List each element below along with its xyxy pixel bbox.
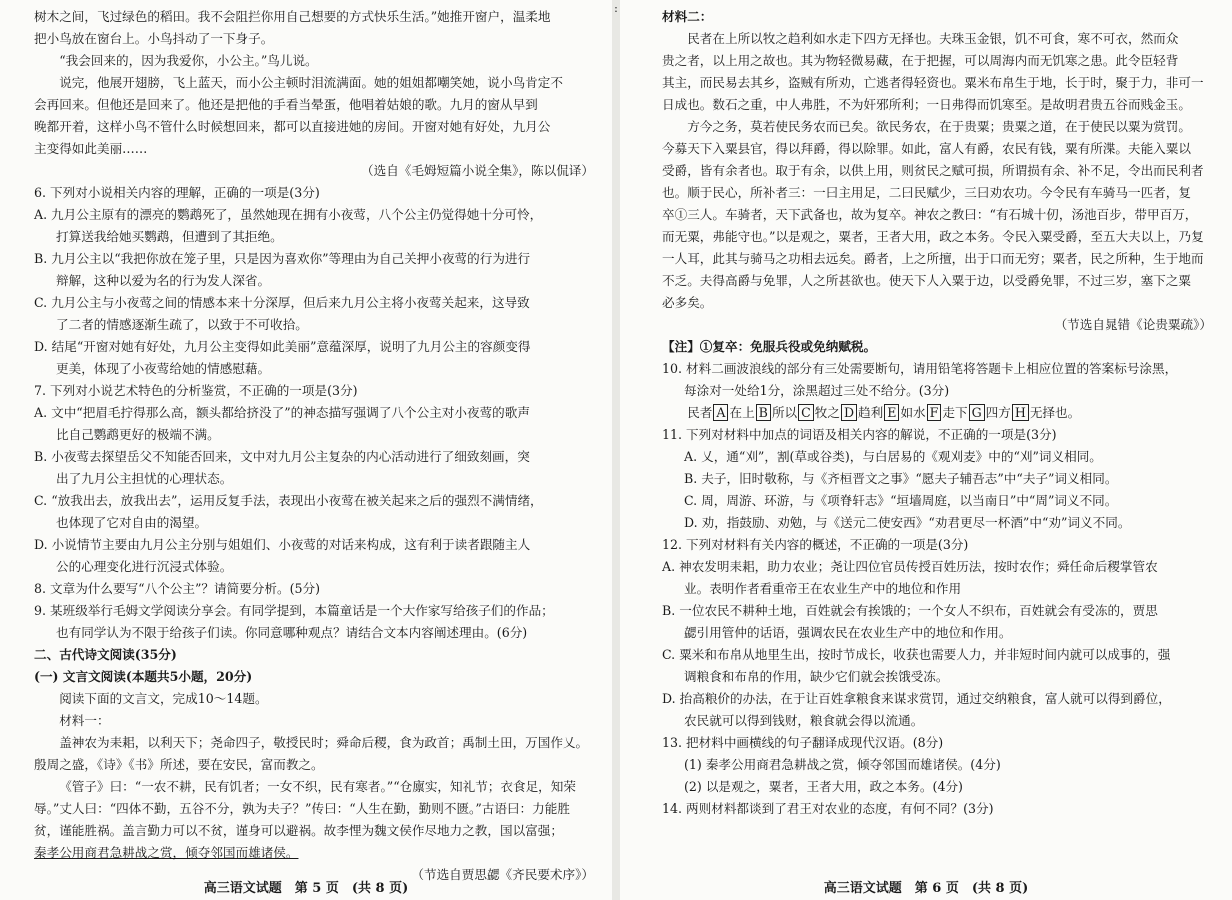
question-8: 8. 文章为什么要写“八个公主”？请简要分析。(5分): [34, 581, 321, 596]
classical-text-line: 卒①三人。车骑者，天下武备也，故为复卒。神农之教曰：“有石城十仞，汤池百步，带甲百万，: [662, 207, 1198, 222]
option-line: B. 九月公主以“我把你放在笼子里，只是因为喜欢你”等理由为自己关押小夜莺的行为进行: [34, 251, 531, 266]
sentence-break-options: [662, 402, 1212, 424]
subsection-heading: (一) 文言文阅读(本题共5小题，20分): [34, 669, 253, 684]
break-seg: 所以: [771, 405, 798, 420]
story-line: 把小鸟放在窗台上。小鸟抖动了一下身子。: [34, 31, 274, 46]
classical-text-line: 方今之务，莫若使民务农而已矣。欲民务农，在于贵粟；贵粟之道，在于使民以粟为赏罚。: [687, 119, 1191, 134]
classical-text-line: 殷周之盛，《诗》《书》所述，要在安民，富而教之。: [34, 757, 324, 772]
option-line: B. 小夜莺去探望岳父不知能否回来，文中对九月公主复杂的内心活动进行了细致刻画，突: [34, 449, 530, 464]
option-line: 公的心理变化进行沉浸式体验。: [56, 559, 233, 574]
option-line: D. 结尾“开窗对她有好处，九月公主变得如此美丽”意蕴深厚，说明了九月公主的容颜变得: [34, 339, 531, 354]
option-line: 打算送我给她买鹦鹉，但遭到了其拒绝。: [56, 229, 283, 244]
story-line: 会再回来。但他还是回来了。他还是把他的手看当晕蛋，他唱着姑娘的歌。九月的窗从早到: [34, 97, 538, 112]
classical-text-line: 必多矣。: [662, 295, 713, 310]
question-9: 9. 某班级举行毛姆文学阅读分享会。有同学提到，本篇童话是一个大作家写给孩子们的作品；: [34, 603, 554, 618]
source-citation: （选自《毛姆短篇小说全集》，陈以侃译）: [361, 163, 594, 178]
exam-page-5: [0, 0, 612, 900]
page-footer: 高三语文试题 第 6 页 (共 8 页): [823, 881, 1029, 896]
option-line: 辩解，这种以爱为名的行为发人深省。: [56, 273, 271, 288]
binding-mark: :: [614, 2, 618, 15]
question-10: 10. 材料二画波浪线的部分有三处需要断句，请用铅笔将答题卡上相应位置的答案标号涂黑，: [662, 361, 1178, 376]
option-line: 农民就可以得到钱财，粮食就会得以流通。: [684, 713, 924, 728]
break-seg: 如水: [900, 405, 926, 420]
option-line: 更美，体现了小夜莺给她的情感慰藉。: [56, 361, 271, 376]
option-line: C. 周，周游、环游，与《项脊轩志》“垣墙周庭，以当南日”中“周”词义不同。: [684, 493, 1118, 508]
option-line: A. 九月公主原有的漂亮的鹦鹉死了，虽然她现在拥有小夜莺，八个公主仍觉得她十分可怜，: [34, 207, 543, 222]
story-line: 主变得如此美丽……: [34, 141, 148, 156]
break-seg: 趋利: [858, 405, 884, 420]
option-line: A. 文中“把眉毛拧得那么高，额头都给挤没了”的神态描写强调了八个公主对小夜莺的歌声: [34, 405, 530, 420]
break-seg: 四方: [985, 405, 1011, 420]
exam-page-6: [620, 0, 1232, 900]
material-label: 材料二：: [662, 9, 713, 24]
break-box-f: F: [927, 404, 942, 421]
classical-text-line: 不乏。夫得高爵与免罪，人之所甚欲也。使天下人入粟于边，以受爵免罪，不过三岁，塞下之粟: [662, 273, 1191, 288]
option-line: 了二者的情感逐渐生疏了，以致于不可收拾。: [56, 317, 308, 332]
classical-text-line-underlined: 秦孝公用商君急耕战之赏，倾夺邻国而雄诸侯。: [34, 845, 299, 860]
page-gutter: [612, 0, 620, 900]
option-line: B. 一位农民不耕种土地，百姓就会有挨饿的；一个女人不织布，百姓就会有受冻的，贾思: [662, 603, 1158, 618]
question-10-cont: 每涂对一处给1分，涂黑超过三处不给分。(3分): [684, 383, 950, 398]
question-9-cont: 也有同学认为不限于给孩子们读。你同意哪种观点？请结合文本内容阐述理由。(6分): [56, 625, 528, 640]
option-line: 勰引用管仲的话语，强调农民在农业生产中的地位和作用。: [684, 625, 1012, 640]
break-seg: 无择也。: [1029, 405, 1081, 420]
question-14: 14. 两则材料都谈到了君王对农业的态度，有何不同？(3分): [662, 801, 994, 816]
annotation-note: 【注】①复卒：免服兵役或免纳赋税。: [662, 339, 877, 354]
classical-text-line: 贫，谨能胜祸。盖言勤力可以不贫，谨身可以避祸。故李悝为魏文侯作尽地力之教，国以富强；: [34, 823, 563, 838]
classical-text-line: 而无粟，弗能守也。”以是观之，粟者，王者大用，政之本务。令民入粟受爵，至五大夫以上，乃复: [662, 229, 1204, 244]
option-line: D. 抬高粮价的办法，在于让百姓拿粮食来谋求赏罚，通过交纳粮食，富人就可以得到爵位，: [662, 691, 1171, 706]
classical-text-line: 也。顺于民心，所补者三：一曰主用足，二曰民赋少，三曰劝农功。今令民有车骑马一匹者，复: [662, 185, 1191, 200]
classical-text-line: 日成也。数石之重，中人弗胜，不为奸邪所利；一日弗得而饥寒至。是故明君贵五谷而贱金玉。: [662, 97, 1191, 112]
break-box-a: A: [713, 404, 728, 421]
classical-text-line: 民者在上所以牧之趋利如水走下四方无择也。夫珠玉金银，饥不可食，寒不可衣，然而众: [687, 31, 1179, 46]
classical-text-line: 一人耳，此其与骑马之功相去远矣。爵者，上之所擅，出于口而无穷；粟者，民之所种，生于地而: [662, 251, 1204, 266]
option-line: A. 神农发明耒耜，助力农业；尧让四位官员传授百姓历法，按时农作；舜任命后稷掌管农: [662, 559, 1158, 574]
classical-text-line: 受爵，皆有余者也。取于有余，以供上用，则贫民之赋可损，所谓损有余、补不足，令出而民利者: [662, 163, 1204, 178]
story-line: 晚都开着，这样小鸟不管什么时候想回来，都可以直接进她的房间。开窗对她有好处，九月公: [34, 119, 551, 134]
question-13: 13. 把材料中画横线的句子翻译成现代汉语。(8分): [662, 735, 944, 750]
question-13-part: (2) 以是观之，粟者，王者大用，政之本务。(4分): [684, 779, 963, 794]
question-6: 6. 下列对小说相关内容的理解，正确的一项是(3分): [34, 185, 320, 200]
instruction: 阅读下面的文言文，完成10～14题。: [59, 691, 268, 706]
classical-text-line: 辱。”丈人曰：“四体不勤，五谷不分，孰为夫子？”传曰：“人生在勤，勤则不匮。”古语曰：力能胜: [34, 801, 570, 816]
break-seg: 走下: [942, 405, 968, 420]
option-line: 业。表明作者看重帝王在农业生产中的地位和作用: [684, 581, 962, 596]
break-box-c: C: [798, 404, 814, 421]
story-line: “我会回来的，因为我爱你，小公主。”鸟儿说。: [59, 53, 318, 68]
break-box-e: E: [884, 404, 899, 421]
classical-text-line: 盖神农为耒耜，以利天下；尧命四子，敬授民时；舜命后稷，食为政首；禹制土田，万国作乂。: [59, 735, 589, 750]
page-footer: 高三语文试题 第 5 页 (共 8 页): [203, 881, 409, 896]
option-line: C. 九月公主与小夜莺之间的情感本来十分深厚，但后来九月公主将小夜莺关起来，这导致: [34, 295, 530, 310]
option-line: D. 小说情节主要由九月公主分别与姐姐们、小夜莺的对话来构成，这有利于读者跟随主人: [34, 537, 531, 552]
option-line: 出了九月公主担忧的心理状态。: [56, 471, 233, 486]
story-line: 树木之间，飞过绿色的稻田。我不会阻拦你用自己想要的方式快乐生活。”她推开窗户，温柔地: [34, 9, 551, 24]
classical-text-line: 其主，而民易去其乡，盗贼有所劝，亡逃者得轻资也。粟米布帛生于地，长于时，聚于力，非可一: [662, 75, 1204, 90]
material-label: 材料一：: [59, 713, 110, 728]
option-line: 比自己鹦鹉更好的极端不满。: [56, 427, 220, 442]
question-13-part: (1) 秦孝公用商君急耕战之赏，倾夺邻国而雄诸侯。(4分): [684, 757, 1001, 772]
question-12: 12. 下列对材料有关内容的概述，不正确的一项是(3分): [662, 537, 969, 552]
option-line: 调粮食和布帛的作用，缺少它们就会挨饿受冻。: [684, 669, 949, 684]
classical-text-line: 贵之者，以上用之故也。其为物轻微易藏，在于把握，可以周海内而无饥寒之患。此令臣轻背: [662, 53, 1179, 68]
option-line: A. 乂，通“刈”，割(草或谷类)，与白居易的《观刈麦》中的“刈”词义相同。: [684, 449, 1102, 464]
source-citation: （节选自贾思勰《齐民要术序》）: [411, 867, 594, 882]
section-heading: 二、古代诗文阅读(35分): [34, 647, 177, 662]
classical-text-line: 今募天下入粟县官，得以拜爵，得以除罪。如此，富人有爵，农民有钱，粟有所渫。夫能入粟以: [662, 141, 1191, 156]
source-citation: （节选自晁错《论贵粟疏》）: [1054, 317, 1212, 332]
option-line: D. 劝，指鼓励、劝勉，与《送元二使安西》“劝君更尽一杯酒”中“劝”词义不同。: [684, 515, 1131, 530]
option-line: C. 粟米和布帛从地里生出，按时节成长，收获也需要人力，并非短时间内就可以成事的，强: [662, 647, 1171, 662]
break-box-d: D: [841, 404, 857, 421]
story-line: 说完，他展开翅膀，飞上蓝天，而小公主顿时泪流满面。她的姐姐都嘲笑她，说小鸟肯定不: [59, 75, 563, 90]
classical-text-line: 《管子》曰：“一农不耕，民有饥者；一女不织，民有寒者。”“仓廪实，知礼节；衣食足，知荣: [59, 779, 576, 794]
option-line: 也体现了它对自由的渴望。: [56, 515, 208, 530]
boxline-prefix: 民者: [687, 405, 713, 420]
break-box-h: H: [1012, 404, 1029, 421]
option-line: C. “放我出去，放我出去”，运用反复手法，表现出小夜莺在被关起来之后的强烈不满情绪，: [34, 493, 543, 508]
break-seg: 牧之: [814, 405, 840, 420]
question-11: 11. 下列对材料中加点的词语及相关内容的解说，不正确的一项是(3分): [662, 427, 1057, 442]
break-box-g: G: [969, 404, 985, 421]
break-seg: 在上: [729, 405, 755, 420]
break-box-b: B: [756, 404, 771, 421]
option-line: B. 夫子，旧时敬称，与《齐桓晋文之事》“愿夫子辅吾志”中“夫子”词义相同。: [684, 471, 1118, 486]
question-7: 7. 下列对小说艺术特色的分析鉴赏，不正确的一项是(3分): [34, 383, 358, 398]
